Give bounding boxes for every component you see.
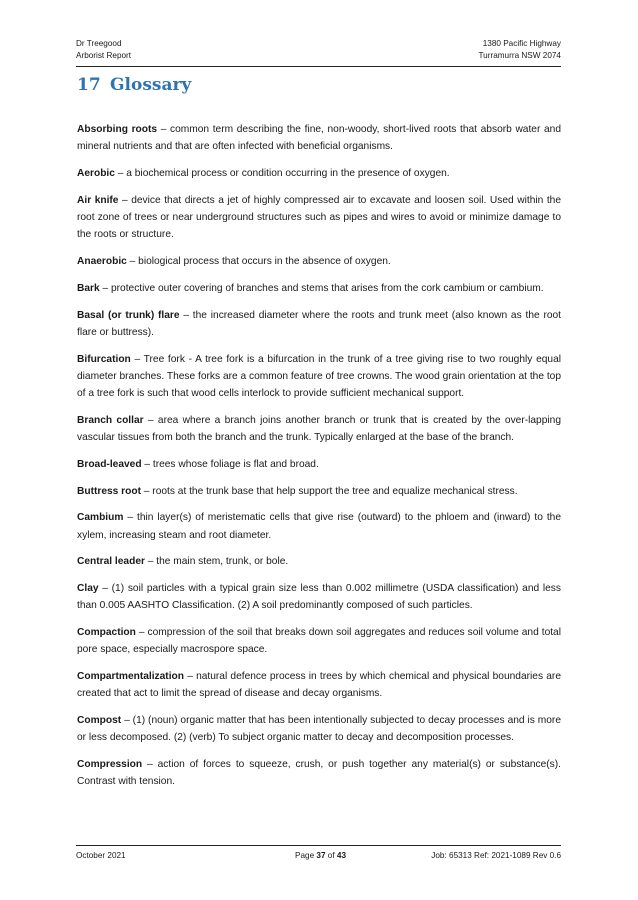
glossary-definition: – protective outer covering of branches and stems that arises from the cork cambium or cambium. [99,282,544,294]
glossary-entry [77,756,561,790]
glossary-entry [77,351,561,403]
glossary-definition: – (1) soil particles with a typical grain size less than 0.002 millimetre (USDA classification) and less than 0.005 AASHTO Classification. (2) A soil predominantly composed of such particles. [77,583,561,612]
page-header [76,38,561,67]
glossary-definition: – area where a branch joins another branch or trunk that is created by the over-lapping vascular tissues from both the branch and the trunk. Typically enlarged at the base of the branch. [77,414,561,443]
glossary-entry [77,253,561,270]
glossary-definition: – (1) (noun) organic matter that has been intentionally subjected to decay processes and is more or less decomposed. (2) (verb) To subject organic matter to decay and decomposition processes. [77,715,561,744]
glossary-entry [77,509,561,543]
glossary-definition: – action of forces to squeeze, crush, or push together any material(s) or substance(s). Contrast with tension. [77,759,561,788]
glossary-entry [77,580,561,614]
glossary-entry [77,483,561,500]
glossary-term: Bifurcation [77,353,131,365]
page-total: 43 [336,851,347,860]
footer-date: October 2021 [76,851,126,860]
glossary-entry [77,121,561,155]
glossary-entry [77,192,561,244]
page-label: Page [295,851,317,860]
glossary-definition: – natural defence process in trees by which chemical and physical boundaries are created that act to limit the spread of disease and decay organisms. [77,671,561,700]
glossary-definition: – a biochemical process or condition occurring in the presence of oxygen. [114,168,450,179]
glossary-entry [77,165,561,182]
header-right [478,38,561,61]
page-of-label: of [325,851,337,860]
glossary-term: Aerobic [77,168,115,179]
page-number [295,850,346,862]
glossary-term: Basal (or trunk) flare [77,309,180,321]
glossary-definition: – the increased diameter where the roots and trunk meet (also known as the root flare or buttress). [77,309,562,338]
glossary-term: Absorbing roots [77,124,158,135]
address-street: 1380 Pacific Highway [482,39,561,48]
glossary-entry [77,624,561,658]
header-left [76,38,131,61]
glossary-entry [77,456,561,473]
glossary-entry [77,307,561,341]
section-number: 17 [77,75,101,95]
job-reference: Job: 65313 Ref: 2021-1089 Rev 0.6 [431,851,561,860]
glossary-term: Clay [77,583,99,595]
glossary-definition: – device that directs a jet of highly compressed air to excavate and loosen soil. Used within the root zone of trees or near underground structures such as pipes and wires to avoid or minimize damage to the roots or structure. [77,194,561,241]
glossary-definition: – trees whose foliage is flat and broad. [141,458,319,470]
glossary-term: Compression [77,759,143,771]
glossary-term: Branch collar [77,414,144,426]
report-type: Arborist Report [76,50,132,60]
glossary-definition: – common term describing the fine, non-woody, short-lived roots that absorb water and mineral nutrients and that are often infected with beneficial organisms. [77,124,561,153]
glossary-term: Compaction [77,627,136,639]
glossary-definition: – thin layer(s) of meristematic cells that give rise (outward) to the phloem and (inward) to the xylem, increasing steam and root diameter. [77,512,561,541]
page-current: 37 [316,851,326,860]
glossary-term: Central leader [77,556,145,568]
glossary-entry [77,712,561,746]
glossary-entry [77,668,561,702]
glossary-definition: – Tree fork - A tree fork is a bifurcation in the trunk of a tree giving rise to two roughly equal diameter branches. These forks are a common feature of tree crowns. The wood grain orientation at the top of a tree fork is such that wood cells interlock to provide sufficient mechanical support. [77,353,561,399]
glossary-entry [77,412,561,446]
glossary-list [77,121,561,800]
glossary-term: Bark [77,282,100,294]
glossary-term: Air knife [77,194,119,206]
page-footer [76,845,561,860]
glossary-term: Compost [77,715,122,727]
address-suburb: Turramurra NSW 2074 [478,50,561,60]
glossary-definition: – biological process that occurs in the absence of oxygen. [126,256,391,267]
glossary-entry [77,280,561,297]
glossary-entry [77,553,561,570]
glossary-term: Broad-leaved [77,458,142,470]
glossary-term: Cambium [77,512,124,524]
glossary-term: Buttress root [77,485,141,497]
author-name: Dr Treegood [76,39,122,48]
glossary-term: Compartmentalization [77,671,184,683]
section-title: Glossary [110,75,192,95]
glossary-definition: – compression of the soil that breaks down soil aggregates and reduces soil volume and total pore space, especially macrospore space. [77,627,561,656]
section-heading [77,73,191,97]
glossary-definition: – the main stem, trunk, or bole. [144,556,289,568]
glossary-definition: – roots at the trunk base that help support the tree and equalize mechanical stress. [140,485,518,497]
glossary-term: Anaerobic [77,256,127,267]
